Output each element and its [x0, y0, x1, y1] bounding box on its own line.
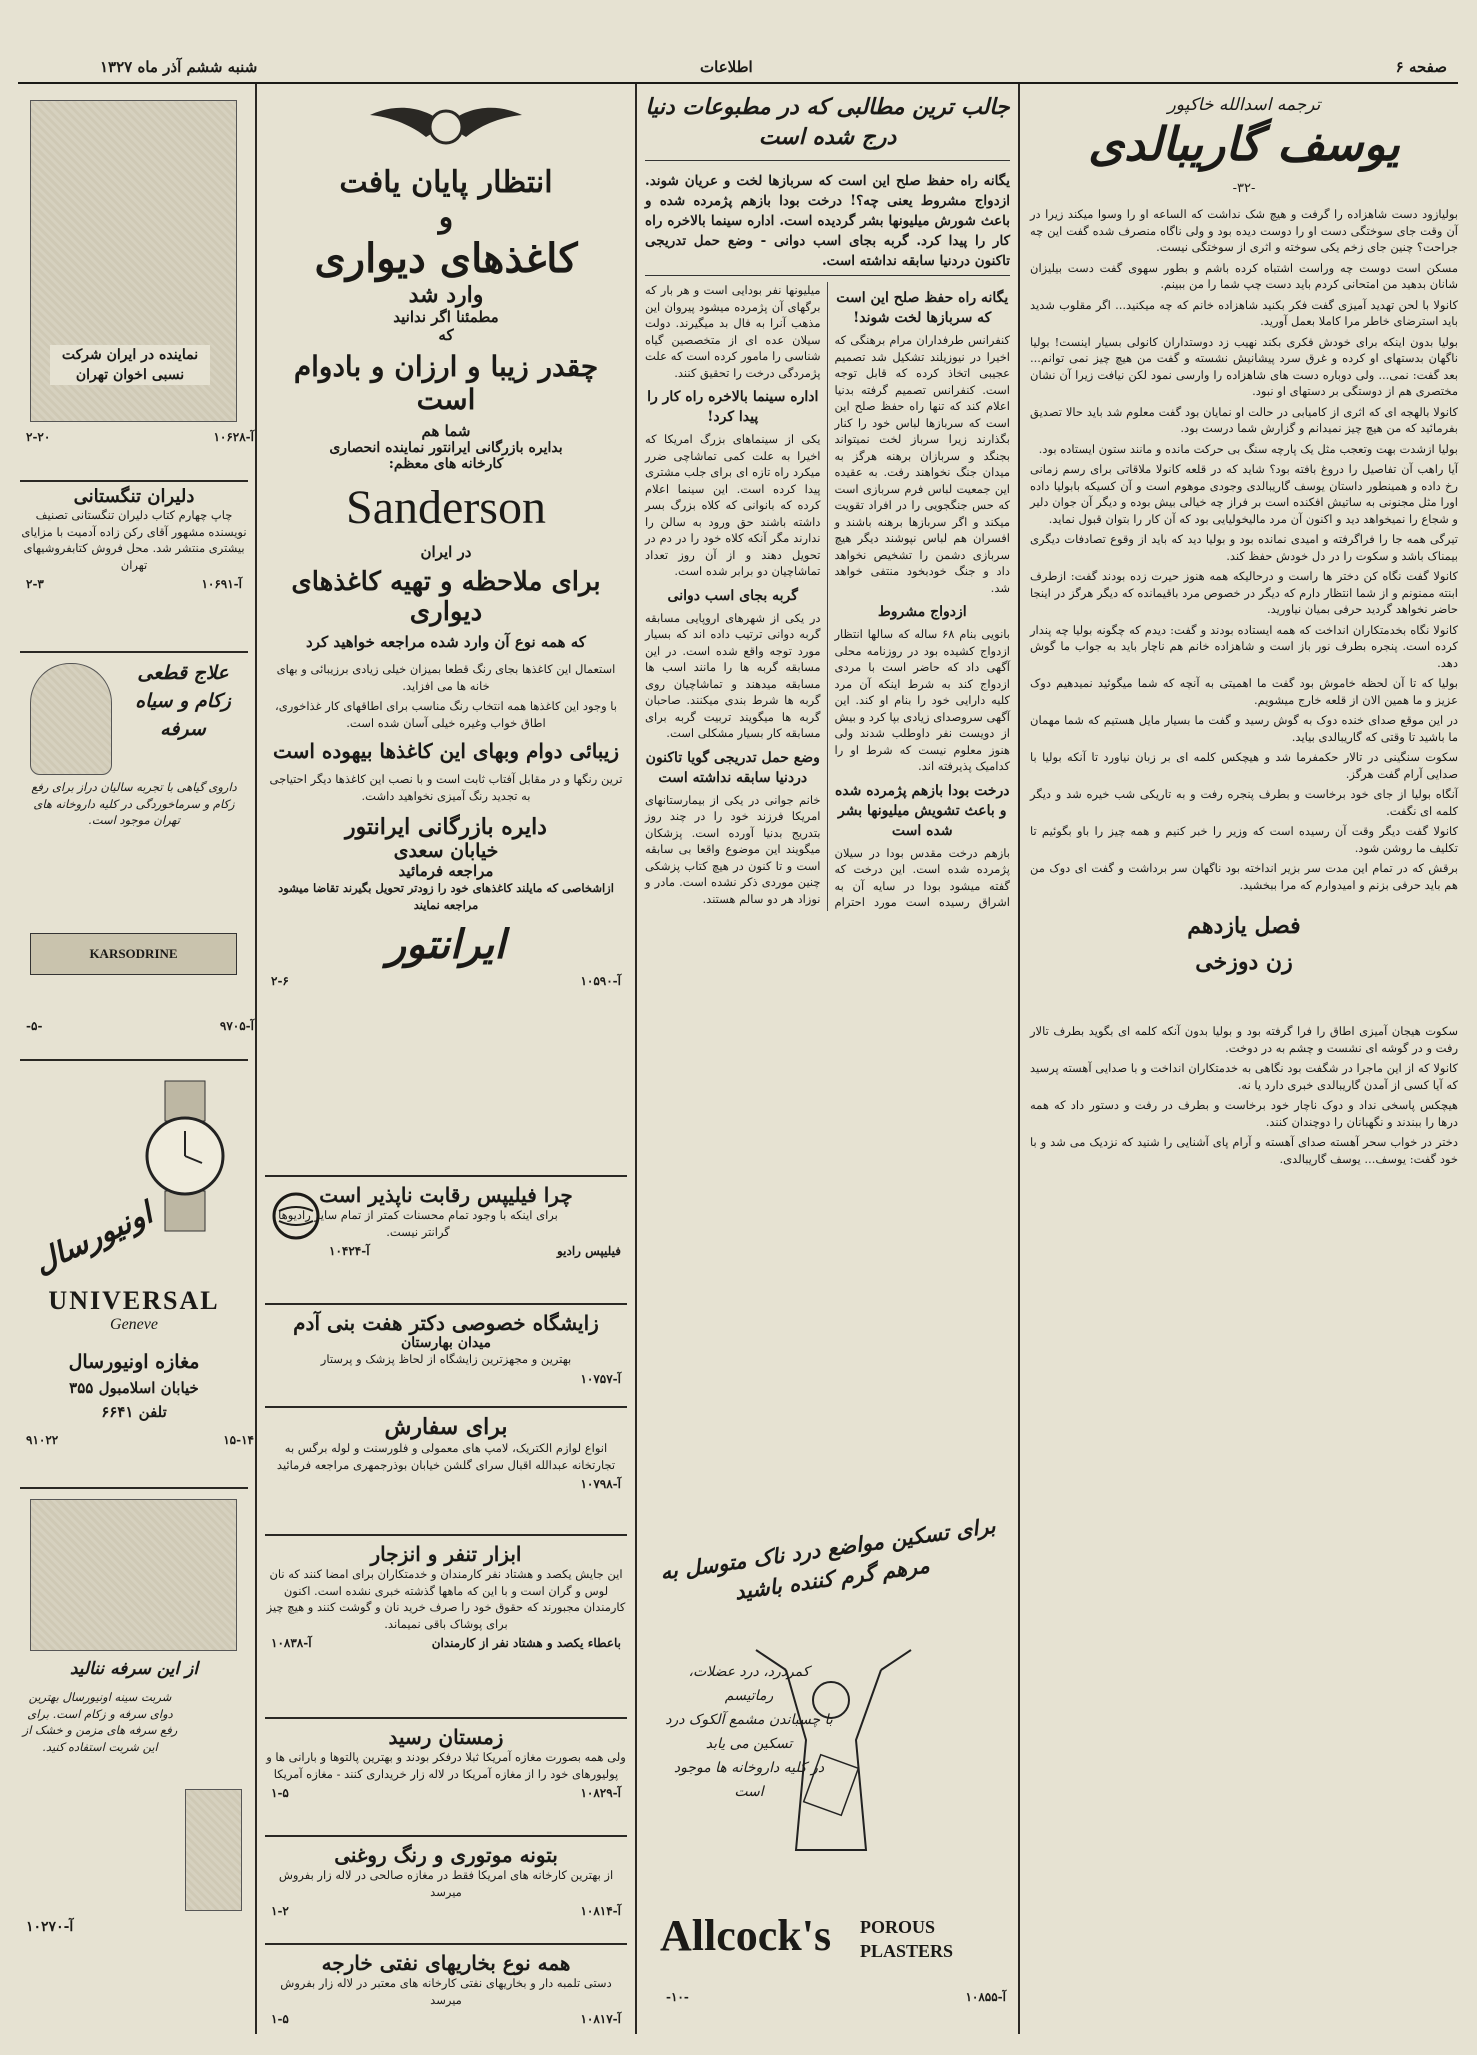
ad-codes: [265, 1372, 627, 1386]
ad-body: از بهترین کارخانه های امریکا فقط در مغازه صالحی در لاله زار بفروش میرسد: [278, 1868, 614, 1899]
small-ad-cough: [20, 1487, 248, 2055]
ad-body: دستی تلمبه دار و بخاریهای نفتی کارخانه های معتبر در لاله زار بفروش میرسد: [280, 1976, 612, 2007]
ad-code: آ-۱۰۷۹۸: [580, 1477, 621, 1491]
ad-codes: [265, 1786, 627, 1800]
small-ad-book: [20, 480, 248, 651]
chapter-title: زن دوزخی: [1195, 949, 1293, 975]
news-column: [645, 92, 1010, 1517]
ad-code: آ-۱۰۶۹۱: [201, 577, 242, 591]
story-paragraph: برقش که در تمام این مدت سر بزیر انداخته بود ناگهان سر برداشت و گفت ای دوک من هم باید حرفی بزنم و امیدوارم که مرا ببخشید.: [1030, 861, 1458, 892]
story-paragraph: بولیا ازشدت بهت وتعجب مثل یک پارچه سنگ بی حرکت مانده و مانند ستون ایستاده بود.: [1038, 441, 1458, 456]
news-heading: اداره سینما بالاخره راه کار را پیدا کرد!: [647, 389, 819, 425]
ad-body: شربت سینه اونیورسال بهترین دوای سرفه و زکام است. برای رفع سرفه های مزمن و خشک از این شربت استفاده کنید.: [22, 1690, 178, 1754]
ad-body: چاپ چهارم کتاب دلیران تنگستانی تصنیف نویسنده مشهور آقای رکن زاده آدمیت با مزایای بیشتری منتشر شد. محل فروش کتابفروشیهای تهران: [21, 508, 247, 572]
ad-body: برای اینکه با وجود تمام محسنات کمتر از تمام سایر رادیوها گرانتر نیست.: [278, 1208, 558, 1239]
ad-body: انواع لوازم الکتریک، لامپ های معمولی و فلورسنت و لوله برگس به تجارتخانه عبدالله اقبال سرای گلشن خیابان بوذرجمهری مراجعه فرمائید: [276, 1441, 616, 1472]
ad-code: آ-۱۰۷۵۷: [580, 1371, 621, 1386]
ad-foot: ازاشخاصی که مایلند کاغذهای خود را زودتر تحویل بگیرند تقاضا میشود مراجعه نمایند: [278, 881, 614, 912]
news-body: بانویی بنام ۶۸ ساله که سالها انتظار ازدواج کشیده بود در روزنامه محلی آگهی داد که حاضر است با مردی ازدواج کند به شرط اینکه آن مرد کلیه دارایی خود را بنام او کند. این آگهی سروصدای زیادی بپا کرد و بیش از دویست نفر داوطلب شدند ولی هنوز معلوم نیست که شرط او را کدامیک پذیرفته اند.: [834, 627, 1010, 773]
ad-line: برای ملاحظه و تهیه کاغذهای دیواری: [291, 567, 601, 627]
ad-title: ابزار تنفر و انزجار: [370, 1542, 522, 1566]
ad-codes: [20, 1919, 260, 1935]
ad-title: علاج قطعی زکام و سیاه سرفه: [135, 662, 231, 740]
ad-code: -۵-: [26, 1019, 43, 1033]
story-paragraph: بولیا بدون اینکه برای خودش فکری بکند نهیب زد دوستداران کانولی بسیار اینست! بولیا ناگهان بدستهای او کرده و غرق سرد پیشانیش نشسته و گفت من هیچ چیز نمی توانم... بعد گفت: نمی... ولی دوباره دست های شاهزاده را وارسی نمود لکن نیافت زیرا آن نشان مختصری هم از دوستگی بر دستهای او نبود.: [1030, 334, 1458, 398]
news-intro: یگانه راه حفظ صلح این است که سربازها لخت و عریان شوند. ازدواج مشروط یعنی چه؟! درخت بودا بازهم پژمرده شده و باعث شورش میلیونها بشر گردیده است. اداره سینما بالاخره راه کار را پیدا کرد. گربه بجای اسب دوانی - وضع حمل تدریجی تاکنون دردنیا سابقه نداشته است.: [645, 173, 1010, 269]
news-heading: درخت بودا بازهم پژمرده شده و باعث تشویش میلیونها بشر شده است: [834, 782, 1010, 839]
universal-store: مغازه اونیورسال: [68, 1351, 200, 1373]
ad-codes: [265, 2012, 627, 2026]
chapter-heading: [1030, 913, 1458, 1023]
ad-code: ۱۵-۱۴: [223, 1433, 254, 1447]
news-body: یکی از سینماهای بزرگ امریکا که اخیرا به علت کمی تماشاچی ضرر میکرد راه تازه ای برای جلب مشتری پیدا کرده است. این سینما اعلام کرده که بانوانی که کلاه بزرگ بسر داشته باشند حق ورود به سالن را ندارند مگر آنکه کلاه خود را در دم در تحویل دهند و از آن روز تعداد تماشاچیان دو برابر شده است.: [645, 432, 821, 578]
ad-code: آ-۱۰۸۱۷: [580, 2012, 621, 2026]
ad-code: ۱-۵: [271, 2012, 289, 2026]
ad-title: همه نوع بخاریهای نفتی خارجه: [321, 1951, 571, 1975]
ad-line: کاغذهای دیواری: [314, 235, 578, 282]
story-paragraph: بولیا که تا آن لحظه خاموش بود گفت ما اهمیتی به آنچه که شما میگوئید نمیدهیم دوک عزیز و ما همین الان از قلعه خارج میشویم.: [1030, 676, 1458, 707]
ad-title: زمستان رسید: [388, 1725, 504, 1749]
tools-ad: [265, 1534, 627, 1717]
ad-code: ۱-۲: [271, 1904, 289, 1918]
news-heading: گربه بجای اسب دوانی: [667, 587, 798, 604]
ad-codes: [20, 1433, 260, 1447]
ad-codes: [265, 1244, 627, 1258]
ad-codes: [265, 1636, 627, 1650]
ad-code: آ-۱۰۴۲۴: [329, 1244, 370, 1258]
karsodrine-pack: KARSODRINE: [30, 933, 237, 975]
allcock-text: [664, 1660, 834, 1804]
story-body: [1030, 206, 1458, 893]
universal-sub: Geneve: [110, 1316, 158, 1333]
small-ad-lighter: [20, 95, 254, 480]
ads-column: [265, 95, 627, 2035]
ad-code: ۱-۵: [271, 1786, 289, 1800]
story-paragraph: مسکن است دوست چه وراست اشتباه کرده باشم و بطور سهوی گفت دست بیلیزان شانان بدهید من امتحانی کردم باید دست چپ شما را من ببینم.: [1030, 260, 1458, 291]
ad-code: آ-۱۰۸۵۵: [965, 1990, 1006, 2004]
news-body: خانم جوانی در یکی از بیمارستانهای امریکا فرزند خود را در چند روز بتدریج بدنیا آورده است. پزشکان میگویند این موضوع واقعا بی سابقه است و تا کنون در هیچ کتاب پزشکی چنین موردی ذکر نشده است. مادر و نوزاد هر دو سالم هستند.: [645, 792, 821, 906]
serial-story: [1030, 95, 1458, 2035]
ad-rep: نماینده در ایران شرکت نسبی اخوان تهران: [50, 345, 210, 385]
small-ad-universal: [20, 1059, 254, 1487]
wallpaper-ad: [265, 95, 627, 1175]
ad-line: در ایران: [420, 543, 472, 561]
ad-body: استعمال این کاغذها بجای رنگ قطعا بمیزان خیلی زیادی برزیبائی و بهای خانه ها می افزاید.: [276, 662, 616, 693]
ad-code: آ-۱۰۶۲۸: [213, 430, 254, 444]
ad-line: انتظار پایان یافت: [339, 165, 553, 200]
ad-body: بهترین و مجهزترین زایشگاه از لحاظ پزشک و پرستار: [320, 1352, 572, 1366]
story-paragraph: آیا راهب آن تفاصیل را دروغ بافته بود؟ شاید که در قلعه کانولا ملاقاتی برای رسم زمانی رخ داده و همینطور داستان یوسف گاریبالدی وجودی موهوم است و آن کسیکه بابولیا داده اورا مثل مجنونی به ساتیش افکنده است بر فراز چه خیالی بیش بوده و دیگر آن جوان دلیر و شجاع را نمیخواهد دید و اکنون آن مرد مالیخولیایی بود که آن کار را بتوان قبول نماید.: [1030, 462, 1458, 526]
chapter-paragraph: هیچکس پاسخی نداد و دوک ناچار خود برخاست و بطرف در رفت و دستور داد که همه درها را ببندند و نگهبانان را دوچندان کنند.: [1030, 1098, 1458, 1129]
ad-code: آ-۱۰۸۱۴: [580, 1904, 621, 1918]
news-heading: وضع حمل تدریجی گویا تاکنون دردنیا سابقه نداشته است: [645, 749, 820, 786]
news-body: در یکی از شهرهای اروپایی مسابقه گربه دوانی ترتیب داده اند که بسیار مورد توجه واقع شده است. در این مسابقه گربه ها را مانند اسب ها مسابقه میدهند و تماشاچیان روی گربه ها شرط بندی میکنند. صاحبان گربه ها میگویند تربیت گربه برای مسابقه کار بسیار مشکلی است.: [645, 610, 821, 740]
universal-fa: اونیورسال: [28, 1195, 158, 1282]
allcock-line: کمردرد، درد عضلات، رماتیسم: [688, 1664, 810, 1704]
ad-title: چرا فیلیپس رقابت ناپذیر است: [319, 1183, 573, 1207]
ad-body: با وجود این کاغذها همه انتخاب رنگ مناسب برای اطاقهای کار غذاخوری، اطاق خواب وغیره خیلی آسان شده است.: [275, 699, 617, 730]
ad-line: شما هم: [421, 422, 471, 440]
heaters-ad: [265, 1943, 627, 2051]
newspaper-name: اطلاعات: [700, 58, 753, 76]
chapter-paragraph: دختر در خواب سحر آهسته صدای آهسته و آرام پای آشنایی را شنید که نزدیک می شد و با خود گفت: یوسف... یوسف گاریبالدی.: [1030, 1135, 1458, 1166]
ad-subheading: زیبائی دوام وبهای این کاغذها بیهوده است: [272, 739, 620, 763]
column-divider: [1018, 84, 1020, 2034]
ad-code: ۲-۲۰: [26, 430, 51, 444]
ad-dept: دایره بازرگانی ایرانتور: [345, 814, 547, 840]
ad-address: میدان بهارستان: [401, 1335, 491, 1351]
ad-body: ولی همه بصورت مغازه آمریکا ثبلا درفکر بودند و بهترین پالتوها و بارانی ها و پولیورهای خود را از مغازه آمریکا در لاله زار خریداری کنند - مغازه آمریکا: [266, 1750, 626, 1781]
chapter-number: فصل یازدهم: [1187, 913, 1301, 939]
story-paragraph: کانولا گفت نگاه کن دختر ها راست و درحالیکه همه هنوز حیرت زده بودند گفت: ازطرف ابنته ممنونم و از شما انتظار دارم که دیگر در خصوص مرد باقیمانده که دیگر هرگز در اینجا حاضر نخواهد گردید حرفی بمیان نیاورید.: [1030, 569, 1458, 616]
page-header: [0, 52, 1477, 82]
universal-street: خیابان اسلامبول ۳۵۵: [69, 1379, 199, 1397]
column-divider: [255, 84, 257, 2034]
news-banner: جالب ترین مطالبی که در مطبوعات دنیا درج شده است: [645, 92, 1010, 161]
story-paragraph: سکوت سنگینی در تالار حکمفرما شد و هیچکس کلمه ای بر زبان نیاورد تا آنکه بولیا با صدایی آرام گفت هرگز.: [1030, 750, 1458, 781]
column-divider: [635, 84, 637, 2034]
philips-ad: [265, 1175, 627, 1303]
ad-title: برای سفارش: [384, 1414, 508, 1440]
clinic-ad: [265, 1303, 627, 1406]
ad-codes: [265, 974, 627, 988]
ad-line: مطمئنا اگر ندانید: [393, 308, 499, 326]
winged-emblem-icon: [366, 95, 526, 155]
ad-codes: [20, 430, 260, 444]
story-paragraph: آنگاه بولیا از جای خود برخاست و بطرف پنجره رفت و به تاریکی شب خیره شد و دیگر کلمه ای نگفت.: [1030, 787, 1458, 818]
page-number: صفحه ۶: [1395, 58, 1447, 76]
news-body: بازهم درخت مقدس بودا در سیلان پژمرده شده است. این درخت که گفته میشود بودا در سایه آن به اشراق رسیده است مورد احترام میلیونها نفر بودایی است و هر بار که برگهای آن پژمرده میشود پیروان این مذهب آنرا به فال بد میگیرند. دولت سیلان عده ای از متخصصین گیاه شناسی را مامور کرده است که علت پژمردگی درخت را تحقیق کنند.: [645, 283, 1010, 909]
ad-street: خیابان سعدی: [393, 840, 499, 862]
ad-body: ترین رنگها و در مقابل آفتاب ثابت است و با نصب این کاغذها دیگر احتیاجی به تجدید رنگ آمیزی نخواهید داشت.: [269, 772, 623, 803]
ad-code: -۱۰-: [666, 1990, 689, 2004]
ad-codes: [20, 577, 248, 591]
ad-title: از این سرفه ننالید: [69, 1659, 199, 1679]
ad-code: ۲-۶: [271, 974, 289, 988]
universal-phone: تلفن ۶۶۴۱: [101, 1403, 167, 1421]
ad-title: بتونه موتوری و رنگ روغنی: [334, 1843, 558, 1867]
chapter-body: [1030, 1023, 1458, 1167]
ad-line: بدایره بازرگانی ایرانتور نماینده انحصاری: [329, 440, 563, 456]
patient-illustration: [30, 1499, 237, 1651]
ad-body: داروی گیاهی با تجربه سالیان دراز برای رفع زکام و سرماخوردگی در کلیه داروخانه های تهران موجود است.: [31, 780, 237, 827]
small-ad-remedy: [20, 651, 254, 1059]
ad-codes: [265, 1477, 627, 1491]
ad-title: زایشگاه خصوصی دکتر هفت بنی آدم: [293, 1311, 599, 1335]
story-paragraph: کانولا با لحن تهدید آمیزی گفت فکر بکنید شاهزاده خانم که چه میکنید... اگر مقلوب شدید باید استرضای خاطر مرا کاملا بعمل آورید.: [1030, 297, 1458, 328]
story-paragraph: کانولا نگاه بخدمتکاران انداخت که همه ایستاده بودند و گفت: دیدم که چگونه بولیا چه پندار کرده است. پنجره بطرف نور باز است و شاهزاده خانم هم ناچار باید به جواب ما گوش دهد.: [1030, 622, 1458, 670]
ad-codes: [265, 1904, 627, 1918]
story-translator: ترجمه اسدالله خاکپور: [1167, 95, 1321, 115]
ad-line: چقدر زیبا و ارزان و بادوام است: [293, 350, 599, 416]
ad-title: دلیران تنگستانی: [73, 486, 195, 507]
ad-code: آ-۱۰۸۲۹: [580, 1786, 621, 1800]
ad-refer: مراجعه فرمائید: [398, 862, 494, 880]
issue-date: شنبه ششم آذر ماه ۱۳۲۷: [100, 58, 258, 76]
ad-line: که: [438, 326, 454, 344]
allcock-ad: [658, 1512, 1006, 2020]
story-paragraph: کانولا گفت دیگر وقت آن رسیده است که وزیر را خبر کنیم و همه چیز را باو بگوئیم تا تکلیف ما روشن شود.: [1030, 824, 1458, 855]
allcock-headline: برای تسکین مواضع درد ناک متوسل به مرهم گرم کننده باشید: [658, 1512, 997, 1605]
allcock-brand: Allcock's: [660, 1911, 832, 1960]
story-paragraph: در این موقع صدای خنده دوک به گوش رسید و گفت ما بسیار مایل هستیم که شما مهمان ما باشید تا وقتی که گاریبالدی بیاید.: [1030, 713, 1458, 744]
news-heading: ازدواج مشروط: [877, 604, 967, 620]
universal-brand: UNIVERSAL: [48, 1286, 220, 1315]
chapter-paragraph: سکوت هیجان آمیزی اطاق را فرا گرفته بود و بولیا بدون آنکه کلمه ای بگوید بطرف تالار رفت و در گوشه ای نشست و چشم به در دوخت.: [1030, 1024, 1458, 1055]
irantour-logo: ایرانتور: [386, 921, 506, 968]
bottle-illustration: [185, 1789, 242, 1911]
philips-logo-icon: [271, 1191, 321, 1241]
face-illustration: [30, 663, 112, 775]
story-paragraph: تیرگی همه جا را فراگرفته و امیدی نمانده بود و بولیا دید که باید از وقوع تصادفات دیگری بیمناک باشد و سکوت را در دل خودش حفظ کند.: [1030, 532, 1458, 563]
ad-code: آ-۱۰۲۷۰: [26, 1919, 74, 1935]
winter-ad: [265, 1717, 627, 1835]
story-paragraph: کانولا بالهجه ای که اثری از کامیابی در حالت او نمایان بود گفت معلوم شد باید حالا تصدیق بفرمائید که من هیچ چیز نمیدانم و گزارش شما درست بود.: [1030, 404, 1458, 435]
news-heading: یگانه راه حفظ صلح این است که سربازها لخت شوند!: [836, 290, 1009, 326]
chapter-paragraph: کانولا که از این ماجرا در شگفت بود نگاهی به خدمتکاران انداخت و با صدایی آهسته پرسید که آیا کسی از آمدن گاریبالدی خبری دارد یا نه.: [1030, 1061, 1458, 1092]
header-rule: [18, 82, 1458, 84]
ad-line: کارخانه های معظم:: [388, 456, 504, 472]
ad-body: این جایش یکصد و هشتاد نفر کارمندان و خدمتکاران برای امضا کنند که نان لوس و گران است و با این که ماهها گذشته خبری نشده است. اکنون کارمندان مجبورند که حقوق خود را صرف خرید نان و گوشت کنند و هیچ چیز برای پوشاک باقی نمیماند.: [266, 1567, 626, 1631]
ad-code: آ-۹۷۰۵: [219, 1019, 254, 1033]
ad-brand: فیلیپس رادیو: [556, 1244, 621, 1258]
small-ads-column: [20, 95, 254, 2035]
ad-line: وارد شد: [408, 282, 484, 308]
ad-code: آ-۱۰۵۹۰: [580, 974, 621, 988]
ad-code: آ-۱۰۸۳۸: [271, 1636, 312, 1650]
ad-foot: باعطاء یکصد و هشتاد نفر از کارمندان: [431, 1636, 621, 1650]
ad-code: ۹۱۰۲۲: [26, 1433, 59, 1447]
ad-line: و: [438, 200, 454, 235]
ad-code: ۲-۳: [26, 577, 44, 591]
story-paragraph: بولیازود دست شاهزاده را گرفت و هیچ شک نداشت که الساعه او را وسوا میکند زیرا در آن وقت جای سوختگی دست او را دوست دیده بود و ولی ناگاه منصرف شده گفت این چه جراحت؟ چنین جای زخم یکی سوخته و اثری از سوختگی نیست.: [1030, 207, 1458, 254]
allcock-line: با چسباندن مشمع آلکوک درد تسکین می یابد: [665, 1712, 833, 1752]
ad-codes: [20, 1019, 260, 1033]
allcock-brand-sub: POROUS PLASTERS: [860, 1917, 954, 1961]
allcock-codes: [660, 1990, 1012, 2004]
news-sections: [645, 275, 1010, 911]
story-part-number: -۳۲-: [1232, 181, 1256, 196]
paint-ad: [265, 1835, 627, 1943]
sanderson-brand: Sanderson: [346, 481, 546, 534]
allcock-line: در کلیه داروخانه ها موجود است: [673, 1760, 825, 1800]
story-title: یوسف گاریبالدی: [1088, 117, 1400, 171]
ad-line: که همه نوع آن وارد شده مراجعه خواهید کرد: [306, 633, 586, 651]
news-body: کنفرانس طرفداران مرام برهنگی که اخیرا در نیوزیلند تشکیل شد تصمیم عجیبی اتخاذ کرده که قابل توجه است. کنفرانس تصمیم گرفته بدنیا اعلام کند که تنها راه حفظ صلح این است که سربازها لباس خود را کنار بگذارند زیرا سرباز لخت نمیتواند بجنگد و سربازان برهنه هرگز به میدان جنگ نخواهند رفت. به عقیده این جمعیت لباس فرم سربازی است که حس جنگجویی را در افراد تقویت میکند و اگر سربازها برهنه باشند و افسران هم لباس نپوشند دیگر هیچ سربازی دشمن را تشخیص نخواهد داد و جنگ خودبخود منتفی خواهد شد.: [834, 333, 1010, 595]
order-ad: [265, 1406, 627, 1534]
